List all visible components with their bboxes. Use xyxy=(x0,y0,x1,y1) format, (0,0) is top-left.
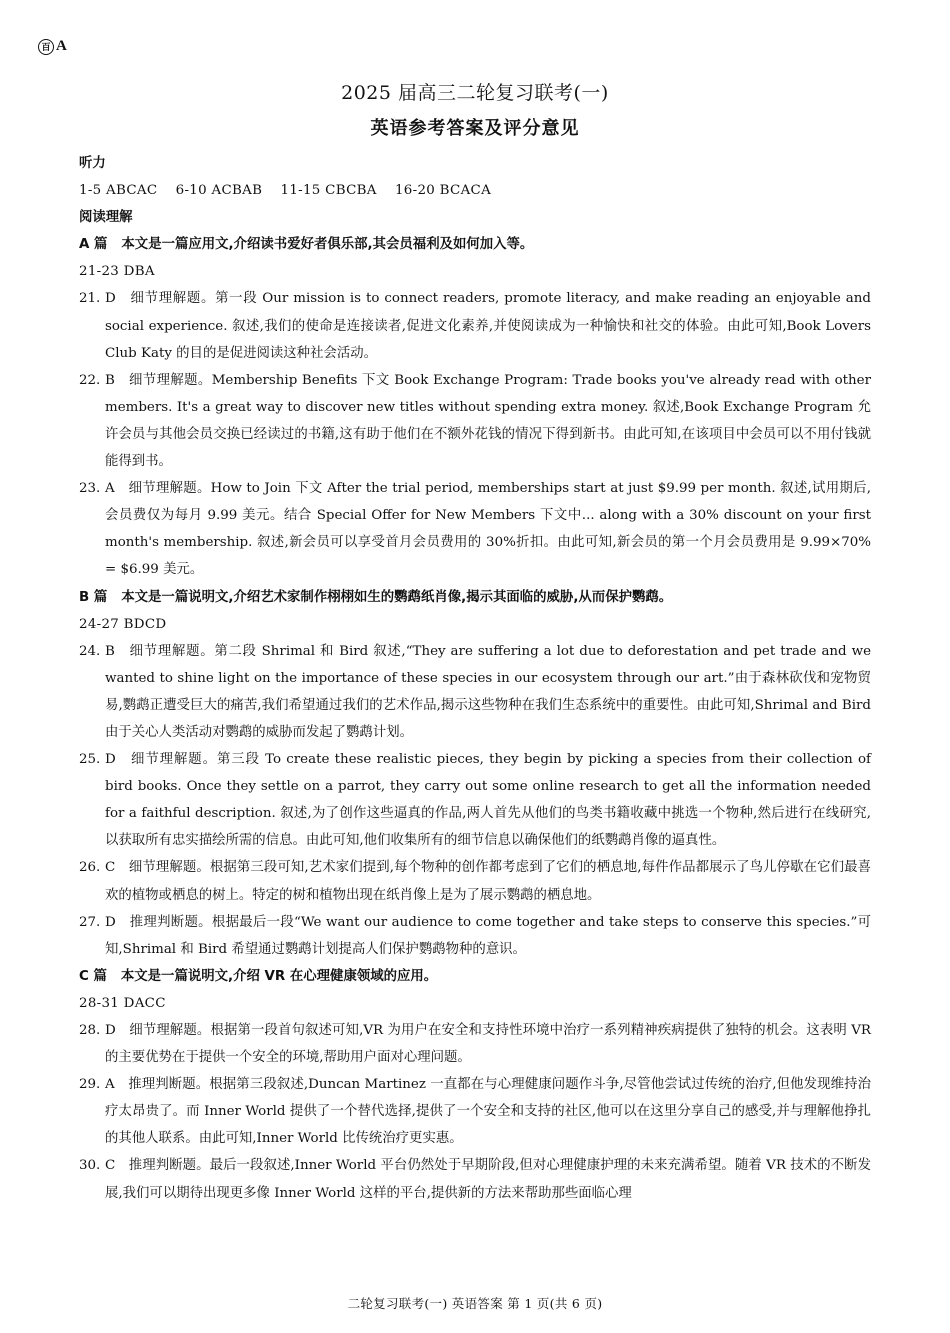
question-item xyxy=(79,367,871,475)
question-item xyxy=(79,638,871,746)
section-summary: 本文是一篇应用文,介绍读书爱好者俱乐部,其会员福利及如何加入等。 xyxy=(121,237,534,253)
corner-mark xyxy=(38,38,67,55)
question-explanation: C 细节理解题。根据第三段可知,艺术家们提到,每个物种的创作都考虑到了它们的栖息地,每件作品都展示了鸟儿停歇在它们最喜欢的植物或栖息的树上。特定的树和植物出现在纸肖像上是为了展示鹦鹉的栖息地。 xyxy=(105,860,871,903)
question-item xyxy=(79,1071,871,1152)
reading-heading: 阅读理解 xyxy=(79,210,133,226)
question-number: 24. xyxy=(79,643,101,659)
listening-answers: 1-5 ABCAC 6-10 ACBAB 11-15 CBCBA 16-20 BCACA xyxy=(79,183,492,199)
section-summary: 本文是一篇说明文,介绍艺术家制作栩栩如生的鹦鹉纸肖像,揭示其面临的威胁,从而保护鹦鹉。 xyxy=(121,589,673,605)
question-number: 23. xyxy=(79,481,101,497)
question-explanation: B 细节理解题。Membership Benefits 下文 Book Exchange Program: Trade books you've already read with other members. It's a great way to discover new titles without spending extra money. 叙述,Book Exchange Program 允许会员与其他会员交换已经读过的书籍,这有助于他们在不额外花钱的情况下得到新书。由此可知,在该项目中会员可以不用付钱就能得到书。 xyxy=(105,372,871,470)
question-item xyxy=(79,1152,871,1206)
answer-content xyxy=(79,150,871,1207)
question-number: 21. xyxy=(79,291,101,307)
question-explanation: A 细节理解题。How to Join 下文 After the trial period, memberships start at just $9.99 per month. 叙述,试用期后,会员费仅为每月 9.99 美元。结合 Special Offer for New Members 下文中... along with a 30% discount on your first month's membership. 叙述,新会员可以享受首月会员费用的 30%折扣。由此可知,新会员的第一个月会员费用是 9.99×70% = $6.99 美元。 xyxy=(105,481,871,578)
question-explanation: B 细节理解题。第二段 Shrimal 和 Bird 叙述,“They are suffering a lot due to deforestation and pet trade and we wanted to shine light on the importance of these species in our ecosystem through our art.”由于森林砍伐和宠物贸易,鹦鹉正遭受巨大的痛苦,我们希望通过我们的艺术作品,揭示这些物种在我们生态系统中的重要性。由此可知,Shrimal and Bird 由于关心人类活动对鹦鹉的威胁而发起了鹦鹉计划。 xyxy=(105,643,871,740)
section-a-key: 21-23 DBA xyxy=(79,264,155,280)
question-number: 30. xyxy=(79,1158,101,1174)
question-number: 25. xyxy=(79,752,101,768)
section-c-heading xyxy=(79,963,871,990)
question-number: 27. xyxy=(79,914,101,930)
section-a-heading xyxy=(79,231,871,258)
question-explanation: D 细节理解题。第一段 Our mission is to connect readers, promote literacy, and make reading an enjoyable and social experience. 叙述,我们的使命是连接读者,促进文化素养,并使阅读成为一种愉快和社交的体验。由此可知,Book Lovers Club Katy 的目的是促进阅读这种社会活动。 xyxy=(105,291,871,361)
question-explanation: A 推理判断题。根据第三段叙述,Duncan Martinez 一直都在与心理健康问题作斗争,尽管他尝试过传统的治疗,但他发现维持治疗太昂贵了。而 Inner World 提供了一个替代选择,提供了一个安全和支持的社区,他可以在这里分享自己的感受,并与理解他挣扎的其他人联系。由此可知,Inner World 比传统治疗更实惠。 xyxy=(105,1077,871,1147)
document-subtitle: 英语参考答案及评分意见 xyxy=(370,118,580,139)
section-label: B 篇 xyxy=(79,589,108,605)
listening-heading: 听力 xyxy=(79,156,106,171)
exam-title: 2025 届高三二轮复习联考(一) xyxy=(341,82,609,104)
page-footer: 二轮复习联考(一) 英语答案 第 1 页(共 6 页) xyxy=(347,1296,603,1311)
question-item xyxy=(79,475,871,583)
question-item xyxy=(79,854,871,908)
section-label: C 篇 xyxy=(79,968,107,984)
question-item xyxy=(79,285,871,366)
question-explanation: D 推理判断题。根据最后一段“We want our audience to come together and take steps to conserve this species.”可知,Shrimal 和 Bird 希望通过鹦鹉计划提高人们保护鹦鹉物种的意识。 xyxy=(105,914,871,957)
question-item xyxy=(79,1017,871,1071)
question-explanation: C 推理判断题。最后一段叙述,Inner World 平台仍然处于早期阶段,但对心理健康护理的未来充满希望。随着 VR 技术的不断发展,我们可以期待出现更多像 Inner World 这样的平台,提供新的方法来帮助那些面临心理 xyxy=(105,1158,871,1201)
section-summary: 本文是一篇说明文,介绍 VR 在心理健康领域的应用。 xyxy=(120,968,438,984)
question-explanation: D 细节理解题。第三段 To create these realistic pieces, they begin by picking a species from their collection of bird books. Once they settle on a parrot, they carry out some online research to get all the information needed for a faithful description. 叙述,为了创作这些逼真的作品,两人首先从他们的鸟类书籍收藏中挑选一个物种,然后进行在线研究,以获取所有忠实描绘所需的信息。由此可知,他们收集所有的细节信息以确保他们的纸鹦鹉肖像的逼真性。 xyxy=(105,752,871,849)
question-number: 29. xyxy=(79,1077,101,1093)
question-item xyxy=(79,746,871,854)
section-label: A 篇 xyxy=(79,237,108,253)
question-number: 28. xyxy=(79,1023,101,1038)
question-number: 26. xyxy=(79,860,101,876)
question-explanation: D 细节理解题。根据第一段首句叙述可知,VR 为用户在安全和支持性环境中治疗一系列精神疾病提供了独特的机会。这表明 VR 的主要优势在于提供一个安全的环境,帮助用户面对心理问题。 xyxy=(105,1023,871,1066)
section-b-heading xyxy=(79,584,871,611)
question-number: 22. xyxy=(79,372,101,388)
question-item xyxy=(79,909,871,963)
section-b-key: 24-27 BDCD xyxy=(79,616,167,632)
section-c-key: 28-31 DACC xyxy=(79,995,166,1011)
seal-logo: 百 xyxy=(38,39,54,55)
version-letter: A xyxy=(56,38,67,54)
